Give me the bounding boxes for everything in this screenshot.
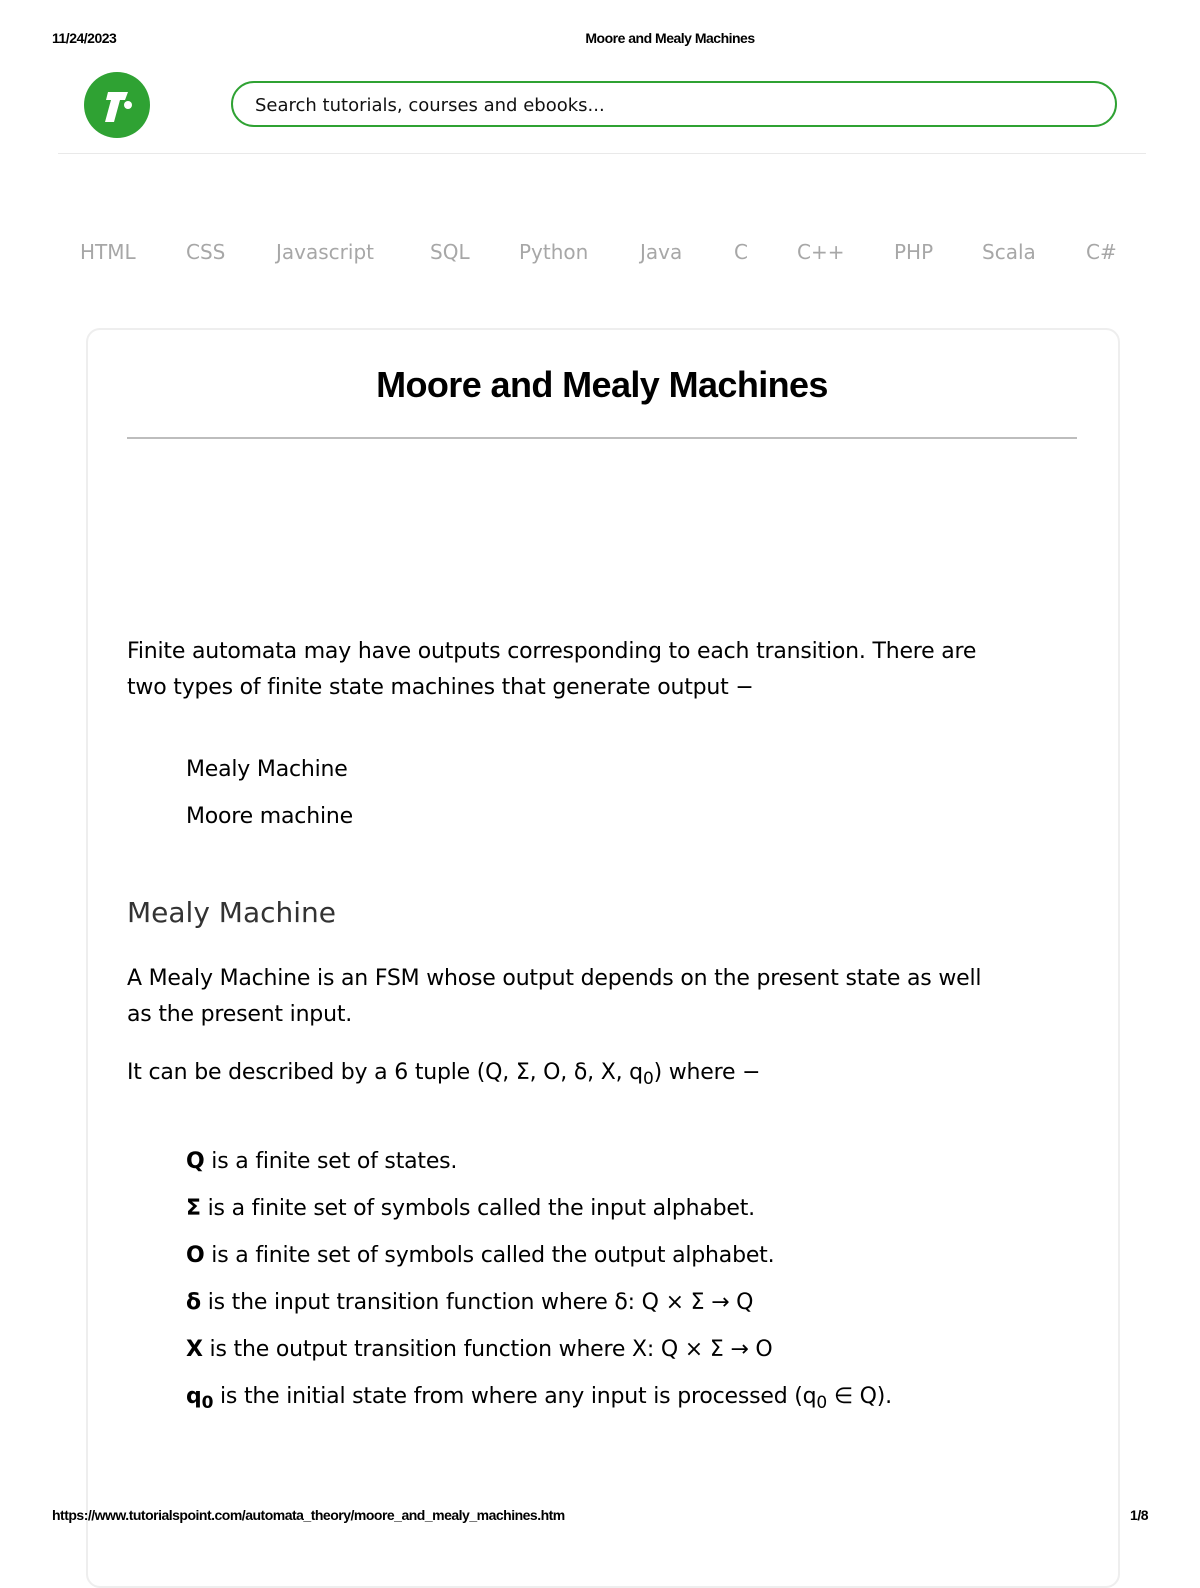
print-url: https://www.tutorialspoint.com/automata_theory/moore_and_mealy_machines.htm xyxy=(52,1507,565,1523)
intro-line-2: two types of finite state machines that generate output − xyxy=(127,675,754,700)
component-symbol: X xyxy=(186,1337,203,1362)
component-text: is the initial state from where any input is processed (q xyxy=(213,1384,817,1409)
language-nav xyxy=(0,240,1200,270)
nav-item-html[interactable]: HTML xyxy=(80,240,136,264)
nav-item-php[interactable]: PHP xyxy=(894,240,934,264)
component-item xyxy=(186,1287,1086,1319)
title-divider xyxy=(127,437,1077,439)
component-symbol: Σ xyxy=(186,1196,201,1221)
tutorialspoint-logo-icon[interactable] xyxy=(84,72,150,138)
mealy-def-line-2: as the present input. xyxy=(127,1002,353,1027)
component-text: is a finite set of states. xyxy=(204,1149,458,1174)
component-text: is the input transition function where δ: Q × Σ → Q xyxy=(200,1290,754,1315)
component-symbol: δ xyxy=(186,1290,201,1315)
component-text-end: ∈ Q). xyxy=(827,1384,892,1409)
intro-paragraph xyxy=(127,634,1077,706)
component-item xyxy=(186,1334,1086,1366)
component-text: is a finite set of symbols called the output alphabet. xyxy=(204,1243,775,1268)
tuple-prefix: It can be described by a 6 tuple (Q, Σ, O, δ, X, q xyxy=(127,1060,643,1085)
nav-item-csharp[interactable]: C# xyxy=(1086,240,1117,264)
mealy-def-line-1: A Mealy Machine is an FSM whose output depends on the present state as well xyxy=(127,966,982,991)
print-title: Moore and Mealy Machines xyxy=(585,30,755,46)
component-text: is the output transition function where X: Q × Σ → O xyxy=(202,1337,773,1362)
nav-item-sql[interactable]: SQL xyxy=(430,240,470,264)
intro-line-1: Finite automata may have outputs corresponding to each transition. There are xyxy=(127,639,977,664)
component-item-initial-state xyxy=(186,1381,1086,1419)
tuple-description xyxy=(127,1055,1077,1097)
mealy-definition xyxy=(127,961,1077,1033)
nav-item-javascript[interactable]: Javascript xyxy=(276,240,374,264)
page-title: Moore and Mealy Machines xyxy=(376,364,828,405)
initial-symbol-sub: 0 xyxy=(201,1393,214,1413)
initial-symbol: q xyxy=(186,1384,202,1409)
component-item xyxy=(186,1146,1086,1178)
component-text: is a finite set of symbols called the input alphabet. xyxy=(200,1196,755,1221)
print-header xyxy=(0,30,1200,50)
component-symbol: Q xyxy=(186,1149,205,1174)
list-item-mealy: Mealy Machine xyxy=(186,757,348,782)
header-divider xyxy=(58,153,1146,154)
search-input[interactable] xyxy=(253,91,1097,119)
component-text-sub: 0 xyxy=(816,1393,828,1413)
print-date: 11/24/2023 xyxy=(52,30,117,46)
nav-item-css[interactable]: CSS xyxy=(186,240,226,264)
print-page-number: 1/8 xyxy=(1130,1507,1148,1523)
nav-item-python[interactable]: Python xyxy=(519,240,589,264)
component-symbol xyxy=(186,1384,214,1413)
nav-item-cpp[interactable]: C++ xyxy=(797,240,845,264)
nav-item-java[interactable]: Java xyxy=(640,240,683,264)
nav-item-c[interactable]: C xyxy=(734,240,748,264)
list-item-moore: Moore machine xyxy=(186,804,353,829)
component-item xyxy=(186,1240,1086,1272)
section-heading-mealy: Mealy Machine xyxy=(127,896,337,929)
component-symbol: O xyxy=(186,1243,205,1268)
tuple-subscript: 0 xyxy=(642,1069,654,1089)
nav-item-scala[interactable]: Scala xyxy=(982,240,1036,264)
search-bar[interactable] xyxy=(231,81,1117,127)
print-footer xyxy=(0,1507,1200,1527)
tuple-suffix: ) where − xyxy=(653,1060,761,1085)
component-item xyxy=(186,1193,1086,1225)
